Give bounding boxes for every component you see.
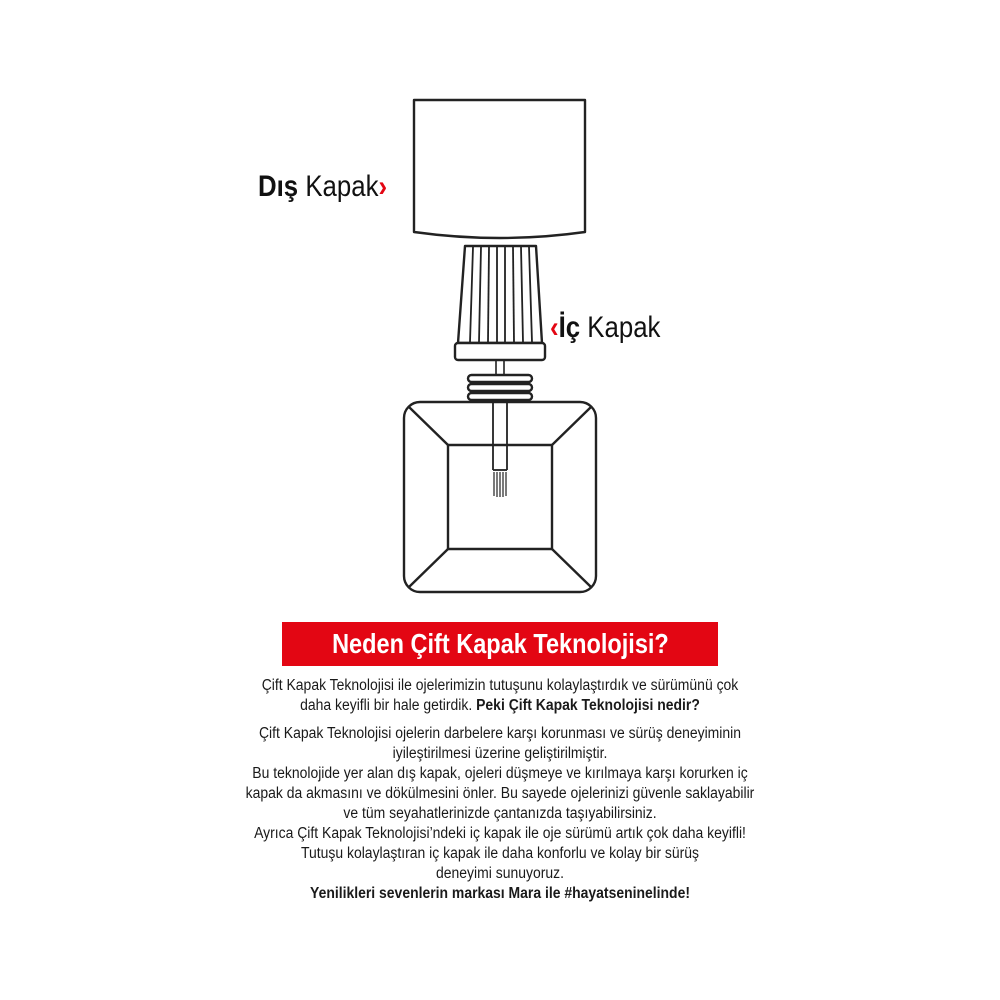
outer-cap <box>414 100 585 238</box>
inner-cap <box>455 246 545 360</box>
explanation-line-3: Bu teknolojide yer alan dış kapak, ojeleri düşmeye ve kırılmaya karşı korurken iç <box>252 765 748 782</box>
explanation-line-5: ve tüm seyahatlerinizde çantanızda taşıyabilirsiniz. <box>343 805 657 822</box>
chevron-right-icon: › <box>378 170 388 203</box>
explanation-line-2: iyileştirilmesi üzerine geliştirilmiştir. <box>392 745 608 762</box>
intro-line-2-text: daha keyifli bir hale getirdik. <box>300 697 473 714</box>
intro-line-2 <box>230 696 770 716</box>
intro-paragraph <box>200 676 800 716</box>
intro-question: Peki Çift Kapak Teknolojisi nedir? <box>476 697 700 714</box>
explanation-line-8: deneyimi sunuyoruz. <box>436 865 564 882</box>
page-title: Neden Çift Kapak Teknolojisi? <box>331 628 669 659</box>
inner-cap-label <box>550 313 660 343</box>
explanation-line-6: Ayrıca Çift Kapak Teknolojisi’ndeki iç kapak ile oje sürümü artık çok daha keyifli! <box>254 825 746 842</box>
explanation-line-1: Çift Kapak Teknolojisi ojelerin darbelere karşı korunması ve sürüş deneyiminin <box>258 725 742 742</box>
inner-cap-label-bold: İç <box>558 311 581 344</box>
description-text <box>200 676 800 912</box>
title-banner <box>282 622 718 666</box>
outer-cap-label-rest: Kapak <box>305 170 379 203</box>
outer-cap-label-bold: Dış <box>258 170 299 203</box>
explanation-line-4: kapak da akmasını ve dökülmesini önler. Bu sayede ojelerinizi güvenle saklayabilir <box>245 785 755 802</box>
intro-line-1: Çift Kapak Teknolojisi ile ojelerimizin tutuşunu kolaylaştırdık ve sürümünü çok <box>261 677 739 694</box>
slogan-line <box>230 884 770 904</box>
outer-cap-label <box>258 172 387 202</box>
explanation-paragraph <box>200 724 800 904</box>
chevron-left-icon: ‹ <box>550 311 559 344</box>
inner-cap-label-rest: Kapak <box>587 311 661 344</box>
explanation-line-7: Tutuşu kolaylaştıran iç kapak ile daha konforlu ve kolay bir sürüş <box>300 845 700 862</box>
bottle-neck <box>468 360 532 400</box>
slogan: Yenilikleri sevenlerin markası Mara ile #hayatseninelinde! <box>310 885 690 902</box>
